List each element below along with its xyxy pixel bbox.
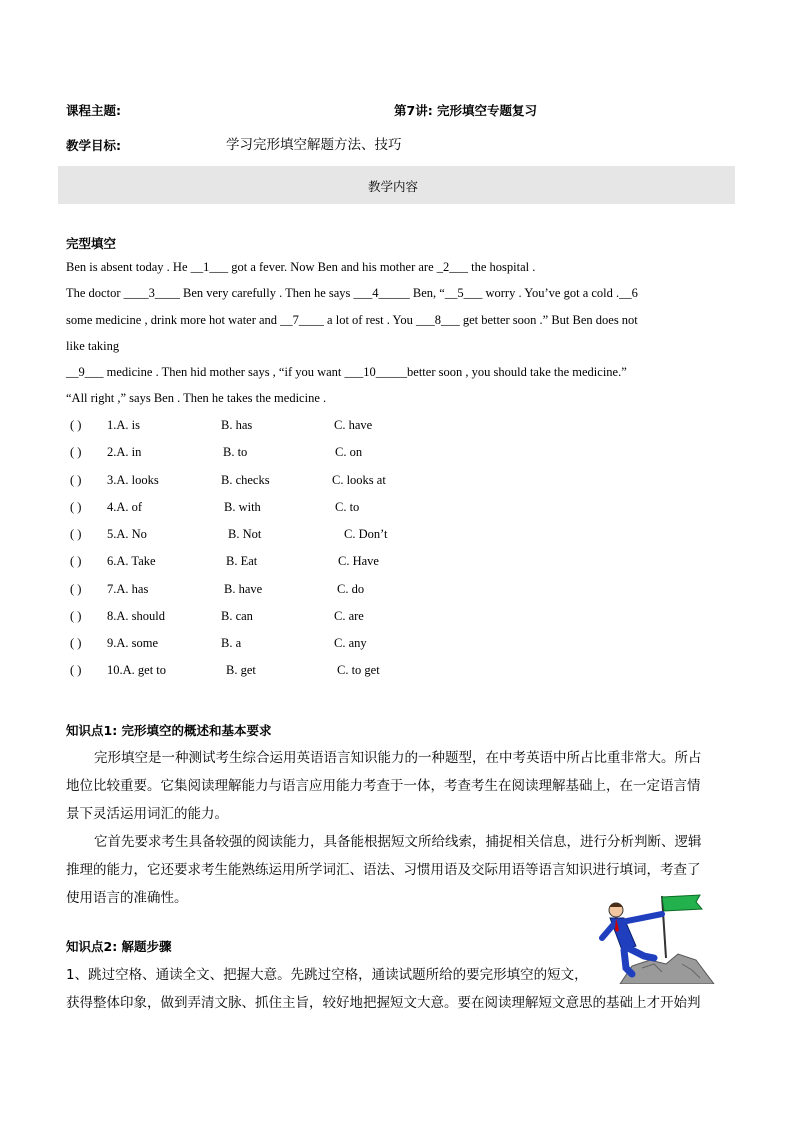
suit-leg-back bbox=[624, 950, 632, 974]
content-label: 教学内容 bbox=[368, 179, 419, 194]
option-b: B. with bbox=[224, 500, 261, 514]
option-c: C. have bbox=[334, 418, 373, 432]
k1-p2-line-2: 推理的能力，它还要求考生能熟练运用所学词汇、语法、习惯用语及交际用语等语言知识进行填词，考查了 bbox=[66, 862, 701, 878]
flag-icon bbox=[662, 895, 702, 911]
topic-value: 第7讲: 完形填空专题复习 bbox=[394, 103, 538, 118]
answer-bracket[interactable]: ( ) bbox=[70, 445, 82, 459]
k2-line-1: 1、跳过空格、通读全文、把握大意。先跳过空格，通读试题所给的要完形填空的短文， bbox=[66, 967, 588, 983]
option-a: 6.A. Take bbox=[107, 554, 156, 568]
suit-arm-back bbox=[602, 924, 614, 938]
option-c: C. Have bbox=[338, 554, 379, 568]
option-b: B. get bbox=[226, 663, 256, 677]
option-c: C. any bbox=[334, 636, 367, 650]
k1-p1-line-2: 地位比较重要。它集阅读理解能力与语言应用能力考查于一体，考查考生在阅读理解基础上，在一定语言情 bbox=[66, 778, 701, 794]
option-a: 9.A. some bbox=[107, 636, 159, 650]
option-a: 5.A. No bbox=[107, 527, 147, 541]
option-b: B. checks bbox=[221, 473, 270, 487]
option-b: B. Eat bbox=[226, 554, 258, 568]
option-c: C. to bbox=[335, 500, 360, 514]
cloze-line-4: like taking bbox=[66, 339, 120, 353]
rock-shape bbox=[620, 954, 714, 984]
option-c: C. to get bbox=[337, 663, 380, 677]
option-a: 7.A. has bbox=[107, 582, 149, 596]
option-c: C. Don’t bbox=[344, 527, 388, 541]
option-b: B. to bbox=[223, 445, 248, 459]
answer-bracket[interactable]: ( ) bbox=[70, 609, 82, 623]
cloze-line-6: “All right ,” says Ben . Then he takes the medicine . bbox=[66, 391, 327, 405]
k1-p2-line-3: 使用语言的准确性。 bbox=[66, 890, 188, 906]
k1-p1-line-3: 景下灵活运用词汇的能力。 bbox=[66, 806, 228, 822]
option-b: B. a bbox=[221, 636, 242, 650]
option-a: 4.A. of bbox=[107, 500, 143, 514]
cloze-line-5: __9___ medicine . Then hid mother says , “if you want ___10_____better soon , you should take the medicine.” bbox=[66, 365, 627, 379]
answer-bracket[interactable]: ( ) bbox=[70, 473, 82, 487]
option-a: 8.A. should bbox=[107, 609, 165, 623]
hair-shape bbox=[609, 903, 623, 907]
suit-arm bbox=[622, 914, 662, 922]
option-b: B. can bbox=[221, 609, 253, 623]
option-a: 3.A. looks bbox=[107, 473, 159, 487]
answer-bracket[interactable]: ( ) bbox=[70, 663, 82, 677]
option-a: 2.A. in bbox=[107, 445, 142, 459]
answer-bracket[interactable]: ( ) bbox=[70, 554, 82, 568]
goal-label: 教学目标: bbox=[66, 138, 121, 153]
cloze-line-3: some medicine , drink more hot water and __7____ a lot of rest . You ___8___ get better soon .” But Ben does not bbox=[66, 313, 638, 327]
goal-value: 学习完形填空解题方法、技巧 bbox=[226, 137, 402, 153]
k2-line-2: 获得整体印象，做到弄清文脉、抓住主旨，较好地把握短文大意。要在阅读理解短文意思的基础上才开始判 bbox=[66, 995, 701, 1011]
climber-flag-illustration bbox=[592, 888, 722, 984]
k2-title: 知识点2: 解题步骤 bbox=[66, 939, 172, 954]
cloze-line-1: Ben is absent today . He __1___ got a fever. Now Ben and his mother are _2___ the hospital . bbox=[66, 260, 536, 274]
answer-bracket[interactable]: ( ) bbox=[70, 527, 82, 541]
k1-p1-line-1: 完形填空是一种测试考生综合运用英语语言知识能力的一种题型，在中考英语中所占比重非常大。所占 bbox=[94, 750, 702, 766]
answer-bracket[interactable]: ( ) bbox=[70, 500, 82, 514]
topic-label: 课程主题: bbox=[66, 103, 121, 118]
answer-bracket[interactable]: ( ) bbox=[70, 636, 82, 650]
cloze-line-2: The doctor ____3____ Ben very carefully . Then he says ___4_____ Ben, “__5___ worry . You’ve got a cold .__6 bbox=[66, 286, 638, 300]
k1-title: 知识点1: 完形填空的概述和基本要求 bbox=[66, 723, 272, 738]
option-c: C. do bbox=[337, 582, 365, 596]
option-c: C. on bbox=[335, 445, 363, 459]
answer-bracket[interactable]: ( ) bbox=[70, 418, 82, 432]
option-c: C. looks at bbox=[332, 473, 386, 487]
option-b: B. has bbox=[221, 418, 253, 432]
k1-p2-line-1: 它首先要求考生具备较强的阅读能力，具备能根据短文所给线索，捕捉相关信息，进行分析判断、逻辑 bbox=[94, 834, 702, 850]
answer-bracket[interactable]: ( ) bbox=[70, 582, 82, 596]
option-c: C. are bbox=[334, 609, 364, 623]
option-a: 1.A. is bbox=[107, 418, 140, 432]
cloze-title: 完型填空 bbox=[66, 236, 117, 251]
option-a: 10.A. get to bbox=[107, 663, 167, 677]
suit-leg-front bbox=[628, 948, 654, 958]
option-b: B. Not bbox=[228, 527, 262, 541]
option-b: B. have bbox=[224, 582, 263, 596]
